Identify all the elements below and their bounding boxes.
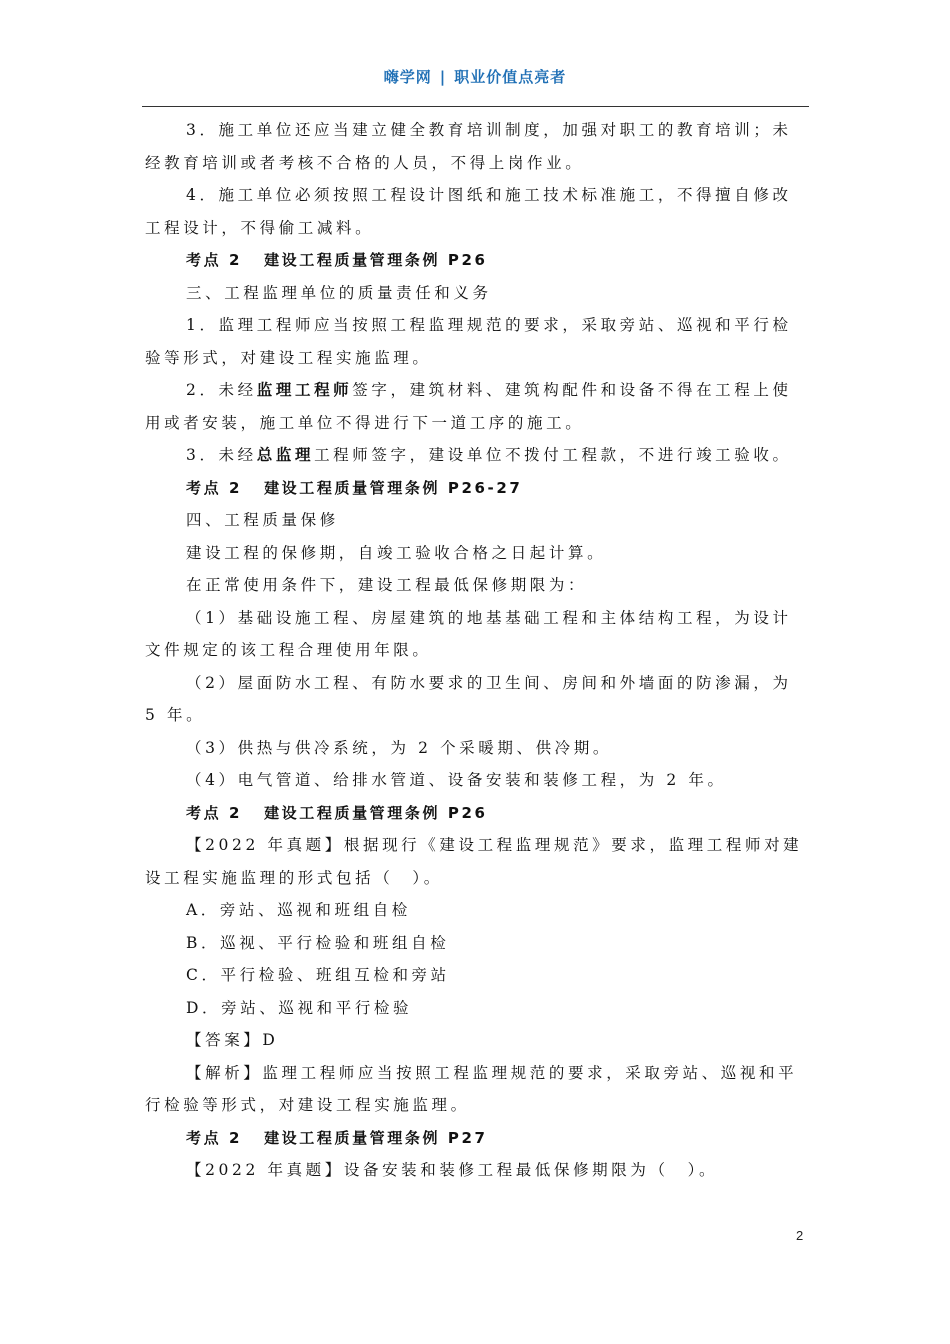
heading-title: 建设工程质量管理条例 P27 <box>264 1128 488 1147</box>
section-heading <box>145 1122 805 1155</box>
site-slogan: 职业价值点亮者 <box>454 68 567 86</box>
document-body <box>145 114 805 1187</box>
paragraph: 【2022 年真题】根据现行《建设工程监理规范》要求，监理工程师对建设工程实施监理的形式包括（ ）。 <box>145 836 803 887</box>
option-a: A．旁站、巡视和班组自检 <box>186 901 411 919</box>
explanation: 【解析】监理工程师应当按照工程监理规范的要求，采取旁站、巡视和平行检验等形式，对建设工程实施监理。 <box>145 1063 798 1114</box>
paragraph: 4．施工单位必须按照工程设计图纸和施工技术标准施工，不得擅自修改工程设计，不得偷工减料。 <box>145 186 792 237</box>
paragraph: 【2022 年真题】设备安装和装修工程最低保修期限为（ ）。 <box>186 1161 719 1179</box>
text-run: 3．未经 <box>186 446 257 464</box>
heading-title: 建设工程质量管理条例 P26 <box>264 251 488 269</box>
text-run: 2．未经 <box>186 381 257 399</box>
paragraph: 建设工程的保修期，自竣工验收合格之日起计算。 <box>186 543 607 562</box>
bold-text: 总监理 <box>256 446 315 464</box>
header-rule <box>142 106 809 107</box>
section-heading <box>145 797 805 830</box>
bold-text: 监理工程师 <box>256 381 353 399</box>
heading-point: 考点 2 <box>186 478 243 497</box>
text-run: 工程师签字，建设单位不拨付工程款，不进行竣工验收。 <box>314 446 792 464</box>
paragraph <box>145 374 805 439</box>
paragraph: 四、工程质量保修 <box>186 511 339 529</box>
answer: 【答案】D <box>186 1031 279 1049</box>
paragraph: （1）基础设施工程、房屋建筑的地基基础工程和主体结构工程，为设计文件规定的该工程合理使用年限。 <box>145 608 792 659</box>
paragraph: 3．施工单位还应当建立健全教育培训制度，加强对职工的教育培训；未经教育培训或者考核不合格的人员，不得上岗作业。 <box>145 121 792 172</box>
paragraph: 在正常使用条件下，建设工程最低保修期限为： <box>186 576 588 594</box>
text-run: 签字，建筑材料、建筑构配件和设备不得在工程上使用或者安装，施工单位不得进行下一道工序的施工。 <box>145 381 792 432</box>
site-name: 嗨学网 <box>383 68 432 86</box>
heading-point: 考点 2 <box>186 1128 243 1147</box>
page-number: 2 <box>796 1228 804 1243</box>
option-c: C．平行检验、班组互检和旁站 <box>186 966 450 984</box>
section-heading <box>145 244 805 277</box>
heading-point: 考点 2 <box>186 251 243 269</box>
heading-point: 考点 2 <box>186 803 243 822</box>
section-heading <box>145 472 805 505</box>
option-d: D．旁站、巡视和平行检验 <box>186 998 413 1017</box>
paragraph <box>145 439 805 472</box>
paragraph: 三、工程监理单位的质量责任和义务 <box>186 283 492 302</box>
option-b: B．巡视、平行检验和班组自检 <box>186 933 450 952</box>
paragraph: （2）屋面防水工程、有防水要求的卫生间、房间和外墙面的防渗漏，为 5 年。 <box>145 673 792 724</box>
heading-title: 建设工程质量管理条例 P26 <box>264 803 488 822</box>
heading-title: 建设工程质量管理条例 P26-27 <box>264 478 523 497</box>
paragraph: （4）电气管道、给排水管道、设备安装和装修工程，为 2 年。 <box>186 771 727 789</box>
paragraph: （3）供热与供冷系统，为 2 个采暖期、供冷期。 <box>186 738 612 757</box>
paragraph: 1．监理工程师应当按照工程监理规范的要求，采取旁站、巡视和平行检验等形式，对建设工程实施监理。 <box>145 316 792 367</box>
page-header <box>0 66 950 87</box>
header-separator: | <box>439 68 447 86</box>
